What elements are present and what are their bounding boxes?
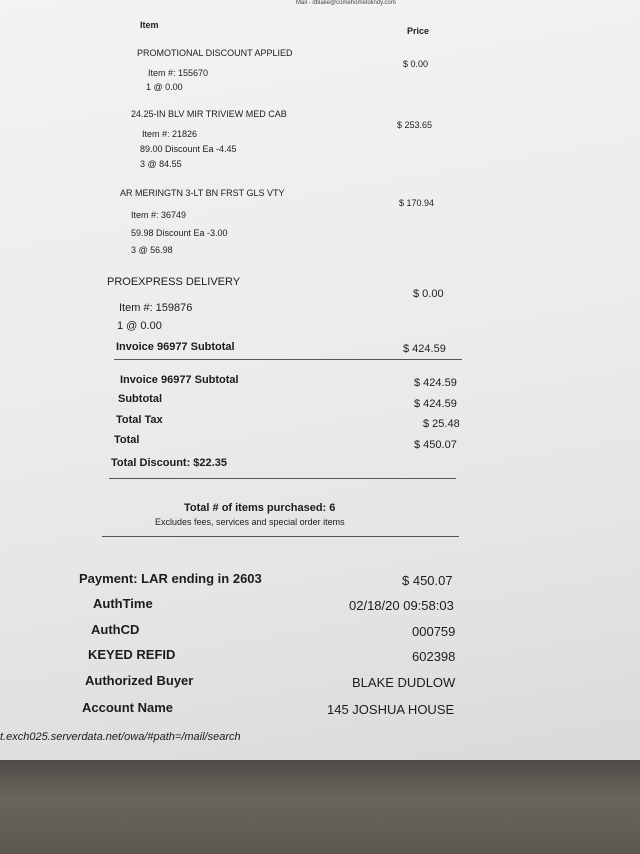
total-label: Total	[114, 434, 140, 446]
total-discount: Total Discount: $22.35	[111, 457, 227, 469]
total-tax-value: $ 25.48	[423, 418, 460, 430]
item-number: Item #: 36749	[131, 210, 187, 220]
auth-cd-value: 000759	[412, 624, 456, 639]
item-column-header: Item	[140, 20, 159, 30]
auth-time-value: 02/18/20 09:58:03	[349, 598, 454, 613]
total-value: $ 450.07	[414, 439, 457, 451]
account-name-value: 145 JOSHUA HOUSE	[327, 702, 455, 717]
price-column-header: Price	[407, 26, 430, 36]
item-price: $ 253.65	[397, 120, 433, 130]
total-tax-label: Total Tax	[116, 414, 163, 426]
totals-invoice-subtotal-value: $ 424.59	[414, 377, 457, 389]
divider	[102, 536, 459, 537]
payment-label: Payment: LAR ending in 2603	[79, 571, 262, 586]
authorized-buyer-value: BLAKE DUDLOW	[352, 675, 456, 690]
item-number: Item #: 159876	[119, 302, 193, 314]
item-price: $ 170.94	[399, 198, 435, 208]
subtotal-value: $ 424.59	[414, 398, 457, 410]
authorized-buyer-label: Authorized Buyer	[85, 673, 194, 688]
item-name: 24.25-IN BLV MIR TRIVIEW MED CAB	[131, 109, 287, 119]
item-quantity: 3 @ 56.98	[131, 245, 173, 255]
item-name: PROEXPRESS DELIVERY	[107, 276, 241, 288]
account-name-label: Account Name	[82, 700, 174, 715]
desk-background-bottom	[0, 760, 640, 854]
item-quantity: 1 @ 0.00	[117, 320, 162, 332]
item-price: $ 0.00	[413, 288, 444, 300]
item-name: PROMOTIONAL DISCOUNT APPLIED	[137, 48, 293, 58]
divider	[109, 478, 456, 479]
invoice-subtotal-value: $ 424.59	[403, 343, 446, 355]
item-price: $ 0.00	[403, 59, 429, 69]
browser-header-text: Mail - dblake@comehometolindy.com	[296, 0, 396, 6]
items-purchased-note: Excludes fees, services and special order items	[155, 517, 345, 527]
keyed-refid-value: 602398	[412, 649, 456, 664]
items-purchased-title: Total # of items purchased: 6	[184, 502, 336, 514]
item-quantity: 3 @ 84.55	[140, 159, 182, 169]
footer-url: t.exch025.serverdata.net/owa/#path=/mail/search	[0, 731, 241, 743]
item-name: AR MERINGTN 3-LT BN FRST GLS VTY	[120, 188, 285, 198]
subtotal-label: Subtotal	[118, 393, 162, 405]
totals-invoice-subtotal-label: Invoice 96977 Subtotal	[120, 374, 239, 386]
item-quantity: 1 @ 0.00	[146, 82, 183, 92]
keyed-refid-label: KEYED REFID	[88, 647, 176, 662]
payment-value: $ 450.07	[402, 573, 453, 588]
item-discount: 89.00 Discount Ea -4.45	[140, 144, 237, 154]
auth-cd-label: AuthCD	[91, 622, 140, 637]
item-discount: 59.98 Discount Ea -3.00	[131, 228, 228, 238]
auth-time-label: AuthTime	[93, 596, 153, 611]
item-number: Item #: 155670	[148, 68, 209, 78]
invoice-subtotal-label: Invoice 96977 Subtotal	[116, 341, 235, 353]
item-number: Item #: 21826	[142, 129, 198, 139]
divider	[114, 359, 462, 360]
